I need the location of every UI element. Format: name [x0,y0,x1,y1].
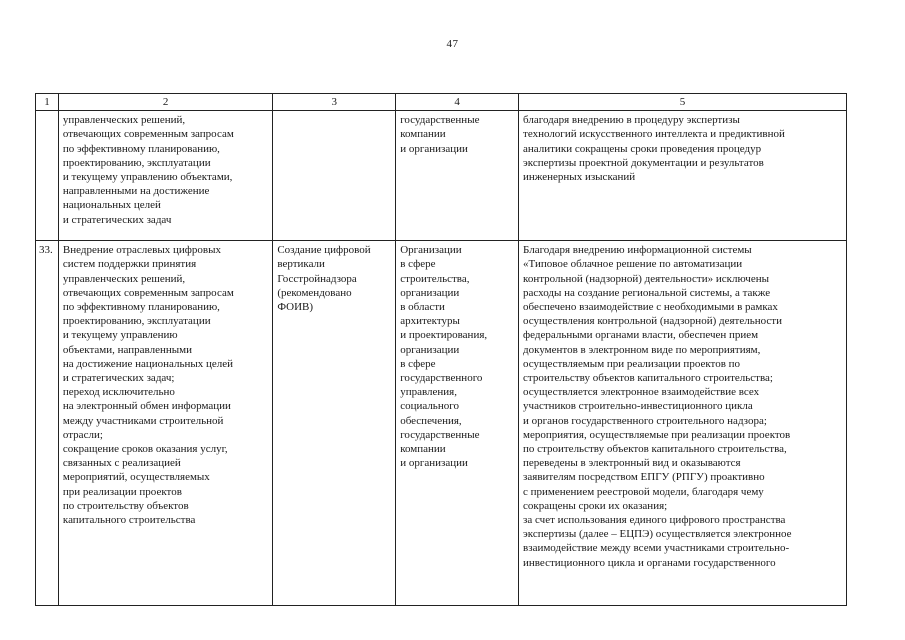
header-cell-5: 5 [519,94,847,111]
row-number: 33. [36,241,59,606]
measure-cell: Создание цифровой вертикали Госстройнадзора (рекомендовано ФОИВ) [273,241,396,606]
table-header-row [36,94,847,111]
header-cell-4: 4 [396,94,519,111]
result-cell: Благодаря внедрению информационной системы «Типовое облачное решение по автоматизации контрольной (надзорной) деятельности» исключены расходы на создание региональной системы, а также обеспечено взаимодействие с необходимыми в рамках осуществления контрольной (надзорной) деятельности федеральными органами власти, обеспечен прием документов в электронном виде по мероприятиям, осуществляемым при реализации проектов по строительству объектов капитального строительства; осуществляется электронное взаимодействие всех участников строительно-инвестиционного цикла и органов государственного строительного надзора; мероприятия, осуществляемые при реализации проектов по строительству объектов капитального строительства, переведены в электронный вид и оказываются заявителям посредством ЕПГУ (РПГУ) проактивно с применением реестровой модели, благодаря чему сокращены сроки их оказания; за счет использования единого цифрового пространства экспертизы (далее – ЕЦПЭ) осуществляется электронное взаимодействие между всеми участниками строительно- инвестиционного цикла и органами государственного [519,241,847,606]
result-cell: благодаря внедрению в процедуру экспертизы технологий искусственного интеллекта и предиктивной аналитики сокращены сроки проведения процедур экспертизы проектной документации и результатов инженерных изысканий [519,111,847,241]
row-number [36,111,59,241]
header-cell-3: 3 [273,94,396,111]
goal-cell: Внедрение отраслевых цифровых систем поддержки принятия управленческих решений, отвечающих современным запросам по эффективному планированию, проектированию, эксплуатации и текущему управлению объектами, направленными на достижение национальных целей и стратегических задач; переход исключительно на электронный обмен информации между участниками строительной отрасли; сокращение сроков оказания услуг, связанных с реализацией мероприятий, осуществляемых при реализации проектов по строительству объектов капитального строительства [58,241,272,606]
goal-cell: управленческих решений, отвечающих современным запросам по эффективному планированию, проектированию, эксплуатации и текущему управлению объектами, направленными на достижение национальных целей и стратегических задач [58,111,272,241]
table-row [36,111,847,241]
participants-cell: Организации в сфере строительства, организации в области архитектуры и проектирования, организации в сфере государственного управления, социального обеспечения, государственные компании и организации [396,241,519,606]
header-cell-2: 2 [58,94,272,111]
header-cell-1: 1 [36,94,59,111]
participants-cell: государственные компании и организации [396,111,519,241]
table-row [36,241,847,606]
measure-cell [273,111,396,241]
page-number: 47 [446,38,459,50]
document-table [35,93,847,606]
